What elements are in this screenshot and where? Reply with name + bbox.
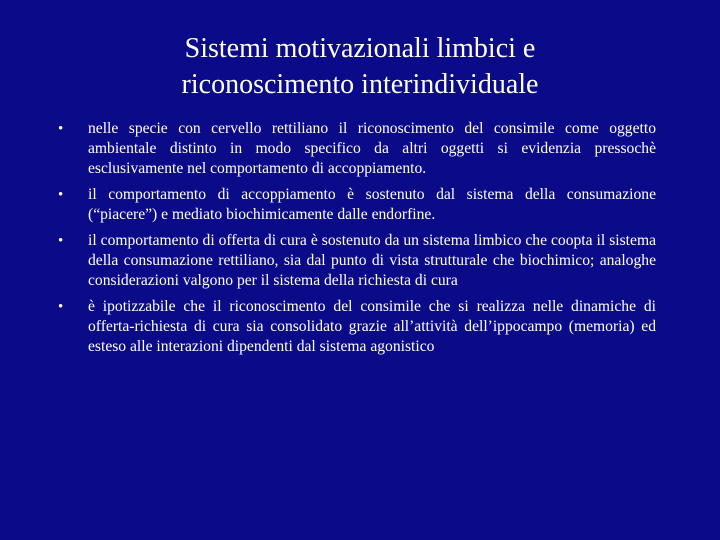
slide-title-line-1: Sistemi motivazionali limbici e bbox=[184, 33, 536, 64]
bullet-text: il comportamento di offerta di cura è sostenuto da un sistema limbico che coopta il sistema della consumazione rettiliano, sia dal punto di vista strutturale che biochimico; analoghe considerazioni valgono per il sistema della richiesta di cura bbox=[88, 232, 656, 289]
bullet-item bbox=[56, 185, 656, 225]
bullet-text: nelle specie con cervello rettiliano il riconoscimento del consimile come oggetto ambientale distinto in modo specifico da altri oggetti si evidenzia pressochè esclusivamente nel comportamento di accoppiamento. bbox=[88, 120, 656, 177]
bullet-item bbox=[56, 119, 656, 179]
bullet-text: il comportamento di accoppiamento è sostenuto dal sistema della consumazione (“piacere”) e mediato biochimicamente dalle endorfine. bbox=[88, 186, 656, 223]
bullet-icon: • bbox=[58, 233, 64, 249]
bullet-icon: • bbox=[58, 187, 64, 203]
slide-title bbox=[60, 31, 660, 103]
bullet-item bbox=[56, 297, 656, 357]
bullet-text: è ipotizzabile che il riconoscimento del consimile che si realizza nelle dinamiche di offerta-richiesta di cura sia consolidato grazie all’attività dell’ippocampo (memoria) ed esteso alle interazioni dipendenti dal sistema agonistico bbox=[88, 298, 656, 355]
bullet-icon: • bbox=[58, 121, 64, 137]
bullet-item bbox=[56, 231, 656, 291]
slide-title-line-2: riconoscimento interindividuale bbox=[181, 69, 539, 100]
bullet-list bbox=[56, 119, 656, 363]
bullet-icon: • bbox=[58, 299, 64, 315]
